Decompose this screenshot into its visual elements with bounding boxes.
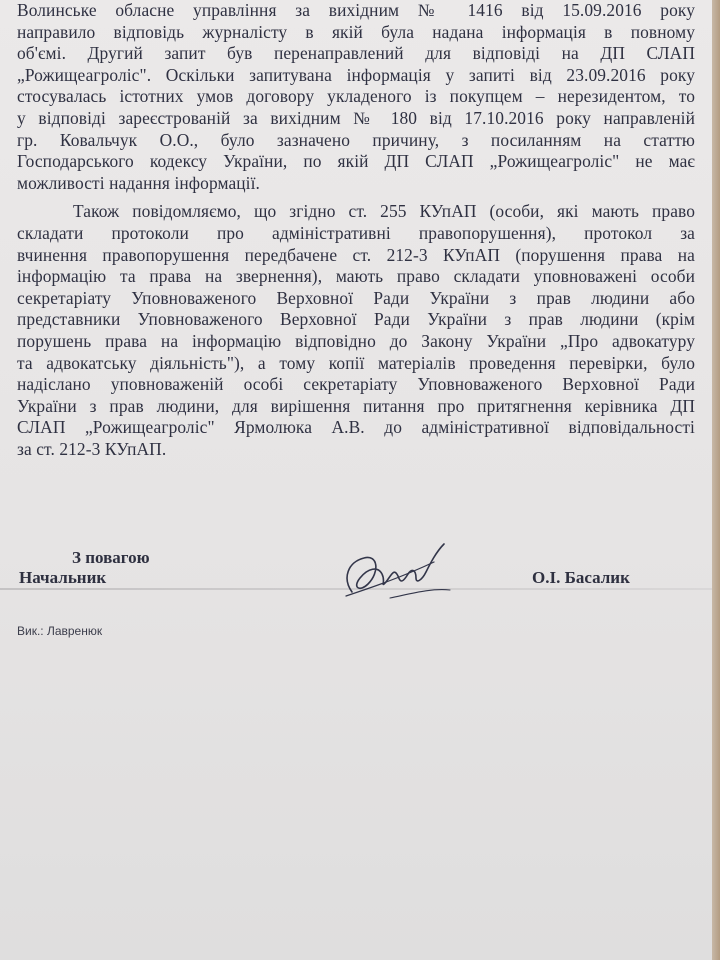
text-line: Волинське обласне управління за вихідним № 1416 від 15.09.2016 року <box>17 0 695 20</box>
text-line: надіслано уповноваженій особі секретаріату Уповноваженого Верховної Ради <box>17 374 695 395</box>
text-line: секретаріату Уповноваженого Верховної Ради України з прав людини або <box>17 287 695 308</box>
text-line: направило відповідь журналісту в якій була надана інформація в повному <box>17 21 695 42</box>
text-line: за ст. 212-3 КУпАП. <box>17 438 167 459</box>
executor-note: Вик.: Лавренюк <box>17 624 103 638</box>
text-line: „Рожищеагроліс". Оскільки запитувана інформація у запиті від 23.09.2016 року <box>17 64 695 85</box>
text-line: та адвокатську діяльність"), а тому копії матеріалів проведення перевірки, було <box>17 352 695 373</box>
text-line: Також повідомляємо, що згідно ст. 255 КУпАП (особи, які мають право <box>73 201 695 222</box>
paragraph-response-details <box>17 0 695 194</box>
text-line: Господарського кодексу України, по якій ДП СЛАП „Рожищеагроліс" не має <box>17 151 695 172</box>
text-line: України з прав людини, для вирішення питання про притягнення керівника ДП <box>17 395 695 416</box>
signature-stroke <box>390 590 450 598</box>
text-line: представники Уповноваженого Верховної Ради України з прав людини (крім <box>17 309 695 330</box>
closing-salutation: З повагою <box>72 548 150 567</box>
signer-name: О.І. Басалик <box>532 568 630 587</box>
text-line: стосувалась істотних умов договору укладеного із покупцем – нерезидентом, то <box>17 86 695 107</box>
paragraph-legal-basis <box>17 201 695 460</box>
text-line: інформацію та права на звернення), мають право складати уповноважені особи <box>17 266 695 287</box>
page-edge-background <box>712 0 720 960</box>
text-line: СЛАП „Рожищеагроліс" Ярмолюка А.В. до адміністративної відповідальності <box>17 417 695 438</box>
handwritten-signature <box>330 538 470 606</box>
text-line: можливості надання інформації. <box>17 172 260 193</box>
text-line: складати протоколи про адміністративні правопорушення), протокол за <box>17 222 695 243</box>
signer-position: Начальник <box>19 568 107 587</box>
text-line: порушень права на інформацію відповідно до Закону України „Про адвокатуру <box>17 330 695 351</box>
text-line: вчинення правопорушення передбачене ст. 212-3 КУпАП (порушення права на <box>17 244 695 265</box>
text-line: у відповіді зареєстрованій за вихідним № 180 від 17.10.2016 року направленій <box>17 107 695 128</box>
letter-body <box>17 0 695 460</box>
text-line: об'ємі. Другий запит був перенаправлений для відповіді на ДП СЛАП <box>17 43 695 64</box>
signature-stroke <box>347 544 444 592</box>
text-line: гр. Ковальчук О.О., було зазначено причину, з посиланням на статтю <box>17 129 695 150</box>
